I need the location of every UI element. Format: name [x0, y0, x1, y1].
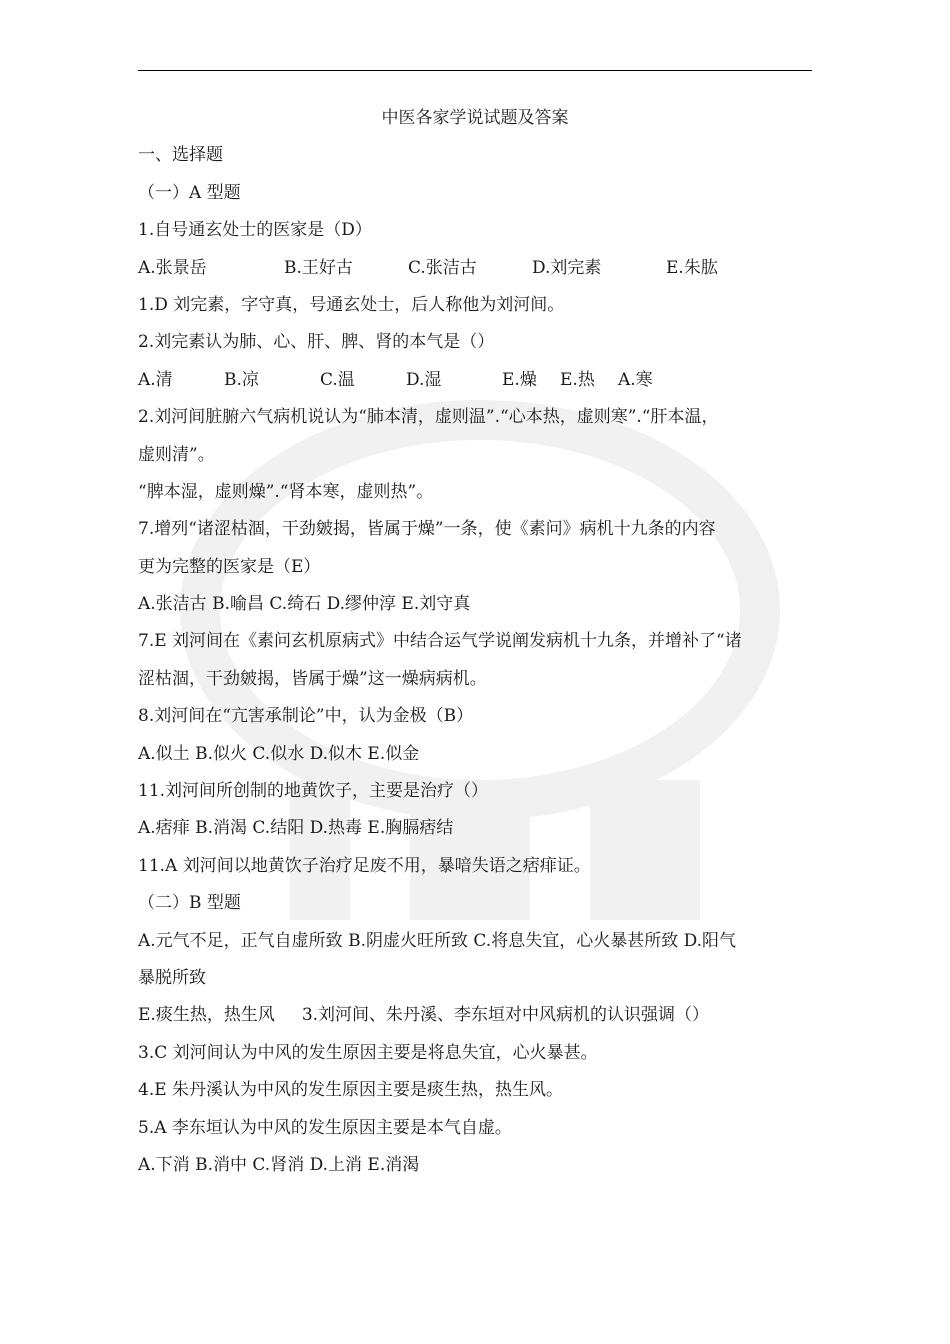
option: C.张洁古	[408, 257, 477, 278]
option: D.湿	[406, 369, 442, 390]
option: B.王好古	[284, 257, 353, 278]
option: C.温	[320, 369, 355, 390]
option: B.凉	[224, 369, 259, 390]
question-text: 2.刘完素认为肺、心、肝、脾、肾的本气是（）	[138, 332, 495, 353]
question-text: 7.增列“诸涩枯涸，干劲皴揭，皆属于燥”一条，使《素问》病机十九条的内容	[138, 519, 716, 540]
answer-text: 7.E 刘河间在《素问玄机原病式》中结合运气学说阐发病机十九条，并增补了“诸	[138, 631, 742, 652]
option: D.刘完素	[532, 257, 602, 278]
page-title: 中医各家学说试题及答案	[381, 108, 569, 128]
question-options: A.痞痱 B.消渴 C.结阳 D.热毒 E.胸膈痞结	[138, 818, 454, 839]
option: E.燥	[502, 369, 537, 390]
option: A.清	[138, 369, 173, 390]
question-options	[138, 362, 818, 399]
option: E.朱肱	[666, 257, 718, 278]
answer-text: 1.D 刘完素，字守真，号通玄处士，后人称他为刘河间。	[138, 294, 565, 315]
question-text: 1.自号通玄处士的医家是（D）	[138, 220, 372, 241]
shared-options: A.元气不足，正气自虚所致 B.阴虚火旺所致 C.将息失宜，心火暴甚所致 D.阳气	[138, 930, 737, 951]
answer-text: “脾本湿，虚则燥”.“肾本寒，虚则热”。	[138, 481, 434, 502]
question-options: A.张洁古 B.喻昌 C.绮石 D.缪仲淳 E.刘守真	[138, 594, 471, 615]
shared-options: 暴脱所致	[138, 967, 206, 988]
header-rule	[138, 70, 812, 71]
option: A.张景岳	[138, 257, 207, 278]
option: E.热	[560, 369, 595, 390]
shared-options: E.痰生热，热生风 3.刘河间、朱丹溪、李东垣对中风病机的认识强调（）	[138, 1005, 710, 1026]
option: A.寒	[618, 369, 653, 390]
answer-text: 11.A 刘河间以地黄饮子治疗足废不用，暴喑失语之痞痱证。	[138, 855, 591, 876]
subsection-heading: （二）B 型题	[138, 893, 241, 914]
answer-text: 5.A 李东垣认为中风的发生原因主要是本气自虚。	[138, 1117, 512, 1138]
answer-text: 4.E 朱丹溪认为中风的发生原因主要是痰生热，热生风。	[138, 1080, 564, 1101]
answer-text: 3.C 刘河间认为中风的发生原因主要是将息失宜，心火暴甚。	[138, 1042, 598, 1063]
section-heading: 一、选择题	[138, 145, 223, 166]
question-text: 更为完整的医家是（E）	[138, 556, 321, 577]
question-options: A.下消 B.消中 C.肾消 D.上消 E.消渴	[138, 1154, 420, 1175]
subsection-heading: （一）A 型题	[138, 182, 241, 203]
answer-text: 虚则清”。	[138, 444, 215, 465]
answer-text: 2.刘河间脏腑六气病机说认为“肺本清，虚则温”.“心本热，虚则寒”.“肝本温，	[138, 407, 719, 428]
question-text: 8.刘河间在“亢害承制论”中，认为金极（B）	[138, 706, 474, 727]
question-options: A.似土 B.似火 C.似水 D.似木 E.似金	[138, 743, 420, 764]
question-text: 11.刘河间所创制的地黄饮子，主要是治疗（）	[138, 781, 489, 802]
question-options	[138, 250, 818, 287]
document-body	[138, 100, 818, 1184]
answer-text: 涩枯涸，干劲皴揭，皆属于燥”这一燥病病机。	[138, 668, 487, 689]
